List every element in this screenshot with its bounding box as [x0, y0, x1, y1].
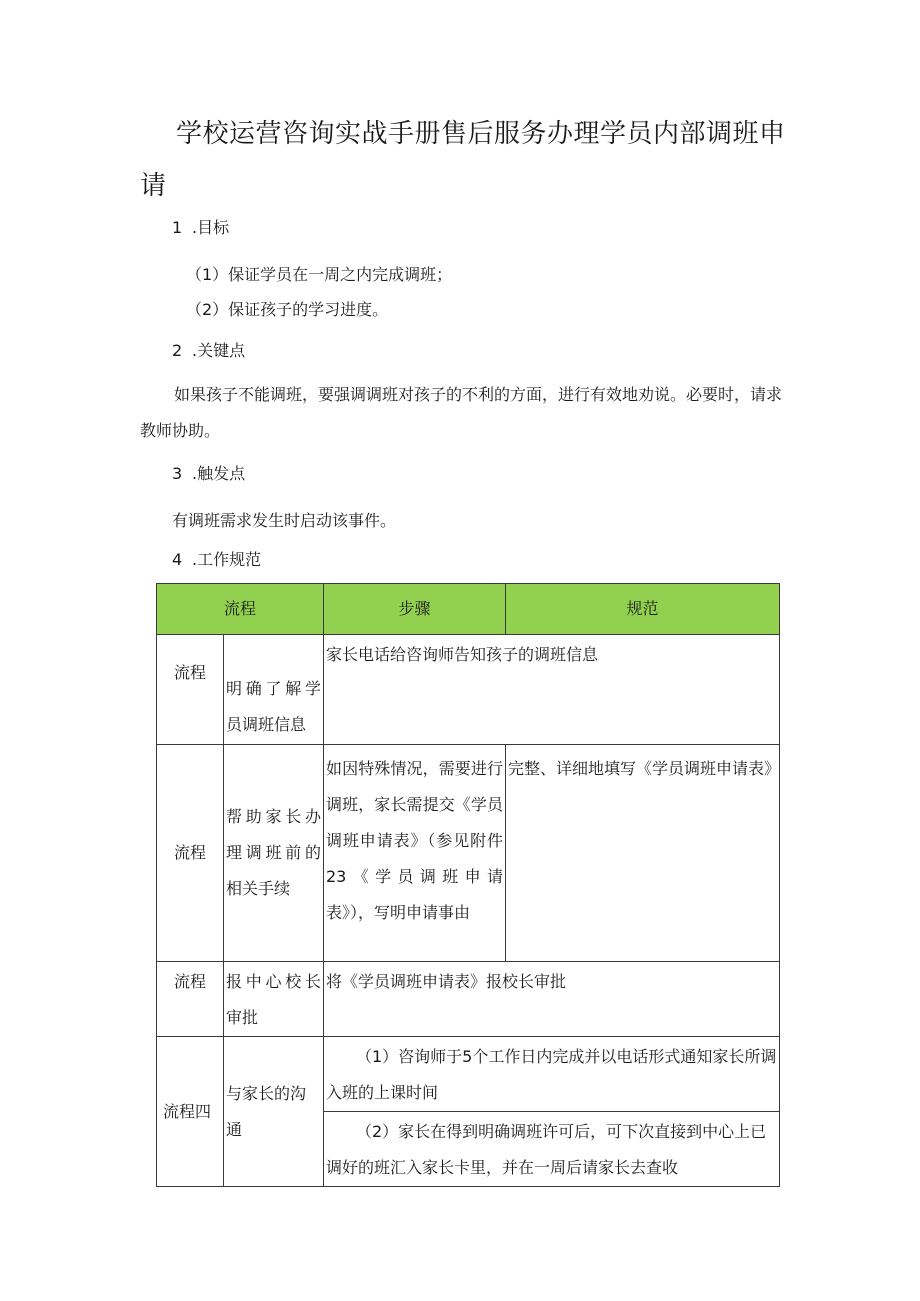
section-number: 4 [172, 550, 183, 569]
flow-cell: 流程 [157, 962, 224, 1037]
goal-item: （2）保证孩子的学习进度。 [186, 300, 389, 319]
section-number: 3 [172, 464, 183, 483]
header-flow: 流程 [157, 584, 324, 635]
header-spec: 规范 [506, 584, 780, 635]
section-heading-key-points [172, 340, 245, 362]
flow-cell: 流程 [157, 745, 224, 962]
step-cell: 帮助家长办理调班前的相关手续 [224, 745, 324, 962]
section-number: 1 [172, 218, 183, 237]
section-title: .关键点 [192, 341, 246, 360]
document-title: 学校运营咨询实战手册售后服务办理学员内部调班申请 [140, 119, 786, 201]
table-row [157, 962, 780, 1037]
section-title: .触发点 [192, 464, 246, 483]
action-cell: 如因特殊情况，需要进行调班，家长需提交《学员调班申请表》（参见附件23《学员调班申请表》），写明申请事由 [324, 745, 506, 962]
section-heading-goal [172, 217, 229, 239]
flow-cell: 流程四 [157, 1037, 224, 1187]
table-row [157, 745, 780, 962]
header-step: 步骤 [324, 584, 506, 635]
step-cell: 明确了解学员调班信息 [224, 635, 324, 745]
flow-cell: 流程 [157, 635, 224, 745]
trigger-text: 有调班需求发生时启动该事件。 [172, 511, 397, 530]
spec-cell: 完整、详细地填写《学员调班申请表》 [506, 745, 780, 962]
section-title: .目标 [192, 218, 230, 237]
action-cell: （1）咨询师于5个工作日内完成并以电话形式通知家长所调入班的上课时间 [324, 1037, 780, 1112]
step-cell: 与家长的沟通 [224, 1037, 324, 1187]
key-points-text: 如果孩子不能调班，要强调调班对孩子的不利的方面，进行有效地劝说。必要时，请求教师协助。 [140, 385, 783, 440]
section-title: .工作规范 [192, 550, 262, 569]
action-cell: （2）家长在得到明确调班许可后，可下次直接到中心上已调好的班汇入家长卡里，并在一周后请家长去查收 [324, 1112, 780, 1187]
section-number: 2 [172, 341, 183, 360]
table-header-row [157, 584, 780, 635]
table-row [157, 1037, 780, 1112]
goal-item: （1）保证学员在一周之内完成调班； [186, 265, 453, 284]
work-spec-table [156, 583, 780, 1187]
table-row [157, 635, 780, 745]
action-cell: 将《学员调班申请表》报校长审批 [324, 962, 780, 1037]
section-heading-work-spec [172, 549, 261, 571]
step-cell: 报中心校长审批 [224, 962, 324, 1037]
action-cell: 家长电话给咨询师告知孩子的调班信息 [324, 635, 780, 745]
section-heading-trigger [172, 463, 245, 485]
